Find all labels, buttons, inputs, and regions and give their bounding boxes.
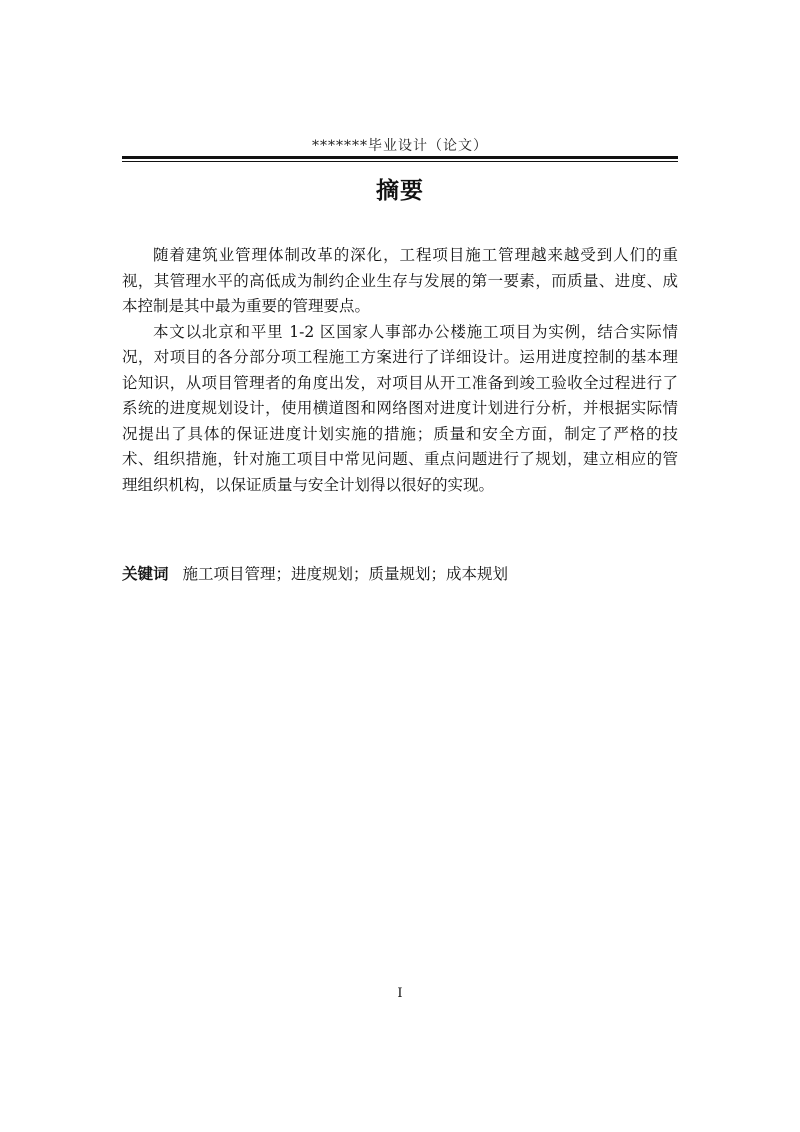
abstract-paragraph-2: 本文以北京和平里 1-2 区国家人事部办公楼施工项目为实例，结合实际情况，对项目的各分部分项工程施工方案进行了详细设计。运用进度控制的基本理论知识，从项目管理者的角度出发，对项目从开工准备到竣工验收全过程进行了系统的进度规划设计，使用横道图和网络图对进度计划进行分析，并根据实际情况提出了具体的保证进度计划实施的措施；质量和安全方面，制定了严格的技术、组织措施，针对施工项目中常见问题、重点问题进行了规划，建立相应的管理组织机构，以保证质量与安全计划得以很好的实现。 xyxy=(122,322,678,494)
header-rule-thin xyxy=(122,161,678,162)
abstract-body xyxy=(122,243,678,498)
abstract-paragraph-1: 随着建筑业管理体制改革的深化，工程项目施工管理越来越受到人们的重视，其管理水平的高低成为制约企业生存与发展的第一要素，而质量、进度、成本控制是其中最为重要的管理要点。 xyxy=(122,246,678,315)
running-header: *******毕业设计（论文） xyxy=(312,138,488,154)
header-rule-thick xyxy=(122,156,678,159)
page-number: I xyxy=(397,986,403,1001)
keywords-line xyxy=(122,562,678,587)
keywords-label: 关键词 xyxy=(122,565,169,583)
keywords-text: 施工项目管理；进度规划；质量规划；成本规划 xyxy=(182,565,509,583)
abstract-title: 摘要 xyxy=(376,178,424,204)
